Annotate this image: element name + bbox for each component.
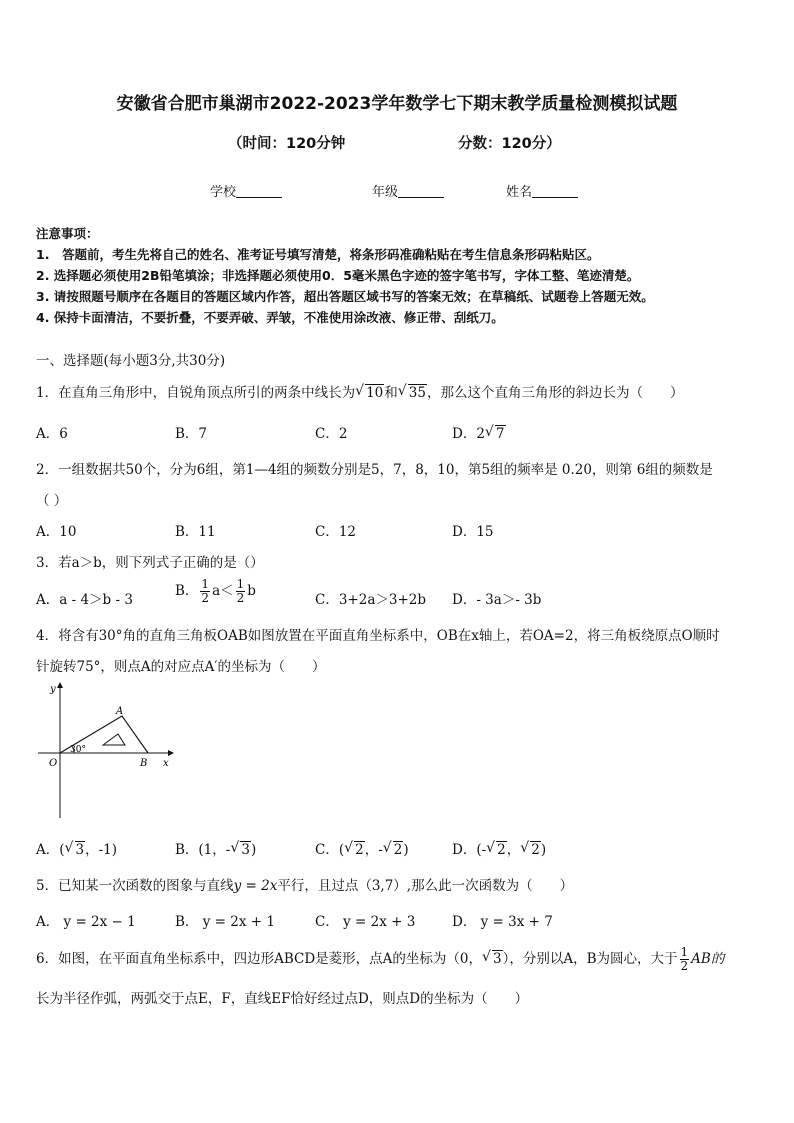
exam-score: 分数：120分）	[458, 136, 561, 152]
sqrt-icon: √ 3	[483, 951, 503, 967]
q5-option-a[interactable]: A． y = 2x − 1	[36, 914, 136, 930]
sqrt-icon: √ 7	[486, 426, 506, 442]
exam-title: 安徽省合肥市巢湖市2022-2023学年数学七下期末教学质量检测模拟试题	[116, 94, 678, 114]
q4-option-d[interactable]: D．(-√ 2，√ 2)	[452, 838, 546, 858]
q1-option-c[interactable]: C．2	[315, 426, 348, 442]
section-heading: 一、选择题(每小题3分,共30分)	[36, 353, 226, 369]
q4-option-c[interactable]: C．(√ 2，-√ 2)	[315, 838, 409, 858]
grade-input-line[interactable]	[398, 185, 444, 198]
q5-option-c[interactable]: C． y = 2x + 3	[315, 914, 416, 930]
question-6-stem-cont: 长为半径作弧，两弧交于点E，F，直线EF恰好经过点D，则点D的坐标为（ ）	[36, 991, 529, 1007]
q5-option-d[interactable]: D． y = 3x + 7	[452, 914, 553, 930]
notice-item: 2. 选择题必须使用2B铅笔填涂；非选择题必须使用0．5毫米黑色字迹的签字笔书写，字体工整、笔迹清楚。	[36, 268, 640, 283]
q3-option-c[interactable]: C．3+2a＞3+2b	[315, 592, 426, 608]
question-2-stem: 2．一组数据共50个，分为6组，第1—4组的频数分别是5，7，8，10，第5组的频率是 0.20，则第 6组的频数是	[36, 462, 713, 478]
q4-option-a[interactable]: A．(√ 3，-1)	[36, 838, 117, 858]
sqrt-icon: √ 3	[231, 842, 251, 858]
q1-option-a[interactable]: A．6	[36, 426, 68, 442]
sqrt-icon: √ 3	[66, 842, 86, 858]
q3-option-d[interactable]: D．- 3a＞- 3b	[452, 592, 542, 608]
notice-heading: 注意事项：	[36, 226, 99, 241]
sqrt-icon: √ 10	[356, 385, 384, 401]
name-field[interactable]: 姓名	[506, 181, 578, 200]
point-b-label: B	[140, 758, 148, 769]
sqrt-icon: √ 2	[345, 842, 365, 858]
question-1-stem: 1．在直角三角形中，自锐角顶点所引的两条中线长为√ 10和√ 35，那么这个直角三角形的斜边长为（ ）	[36, 381, 683, 401]
exam-time: （时间：120分钟	[228, 136, 346, 152]
question-4-stem: 4．将含有30°角的直角三角板OAB如图放置在平面直角坐标系中，OB在x轴上，若OA=2，将三角板绕原点O顺时	[36, 628, 720, 644]
school-field[interactable]: 学校	[210, 181, 282, 200]
q2-option-a[interactable]: A．10	[36, 524, 77, 540]
notice-item: 1. 答题前，考生先将自己的姓名、准考证号填写清楚，将条形码准确粘贴在考生信息条形码粘贴区。	[36, 247, 600, 262]
name-input-line[interactable]	[532, 185, 578, 198]
sqrt-icon: √ 2	[384, 842, 404, 858]
fraction: $\frac{1}{2}$	[680, 945, 689, 973]
triangle-figure	[30, 678, 180, 823]
x-axis-label: x	[163, 758, 169, 769]
q2-option-d[interactable]: D．15	[452, 524, 494, 540]
angle-label: 30°	[70, 745, 86, 755]
question-3-stem: 3．若a＞b，则下列式子正确的是（）	[36, 555, 264, 571]
y-axis-label: y	[50, 684, 56, 695]
q2-option-b[interactable]: B．11	[175, 524, 216, 540]
school-input-line[interactable]	[236, 185, 282, 198]
q5-option-b[interactable]: B． y = 2x + 1	[175, 914, 275, 930]
sqrt-icon: √ 2	[487, 842, 507, 858]
question-2-stem-cont: （ ）	[36, 493, 68, 509]
q1-option-b[interactable]: B．7	[175, 426, 208, 442]
sqrt-icon: √ 2	[521, 842, 541, 858]
grade-field[interactable]: 年级	[372, 181, 444, 200]
question-5-stem: 5．已知某一次函数的图象与直线y = 2x平行，且过点（3,7）,那么此一次函数为（ ）	[36, 878, 574, 894]
sqrt-icon: √ 35	[399, 385, 427, 401]
q4-option-b[interactable]: B．(1，-√ 3)	[175, 838, 256, 858]
question-6-stem: 6．如图，在平面直角坐标系中，四边形ABCD是菱形，点A的坐标为（0，√ 3），分别以A，B为圆心，大于 $\frac{1}{2}$ AB的	[36, 946, 724, 973]
q1-option-d[interactable]: D．2√ 7	[452, 422, 506, 442]
q2-option-c[interactable]: C．12	[315, 524, 357, 540]
question-4-stem-cont: 针旋转75°，则点A的对应点A′的坐标为（ ）	[36, 659, 326, 675]
q3-option-b[interactable]: B． $\frac{1}{2}$ a＜ $\frac{1}{2}$ b	[175, 577, 256, 605]
notice-item: 3. 请按照题号顺序在各题目的答题区域内作答，超出答题区域书写的答案无效；在草稿纸、试题卷上答题无效。	[36, 289, 654, 304]
notice-item: 4. 保持卡面清洁，不要折叠，不要弄破、弄皱，不准使用涂改液、修正带、刮纸刀。	[36, 310, 504, 325]
fraction: $\frac{1}{2}$	[201, 577, 210, 605]
q3-option-a[interactable]: A．a - 4＞b - 3	[36, 592, 133, 608]
fraction: $\frac{1}{2}$	[236, 577, 245, 605]
point-a-label: A	[116, 706, 124, 717]
origin-label: O	[49, 758, 58, 769]
